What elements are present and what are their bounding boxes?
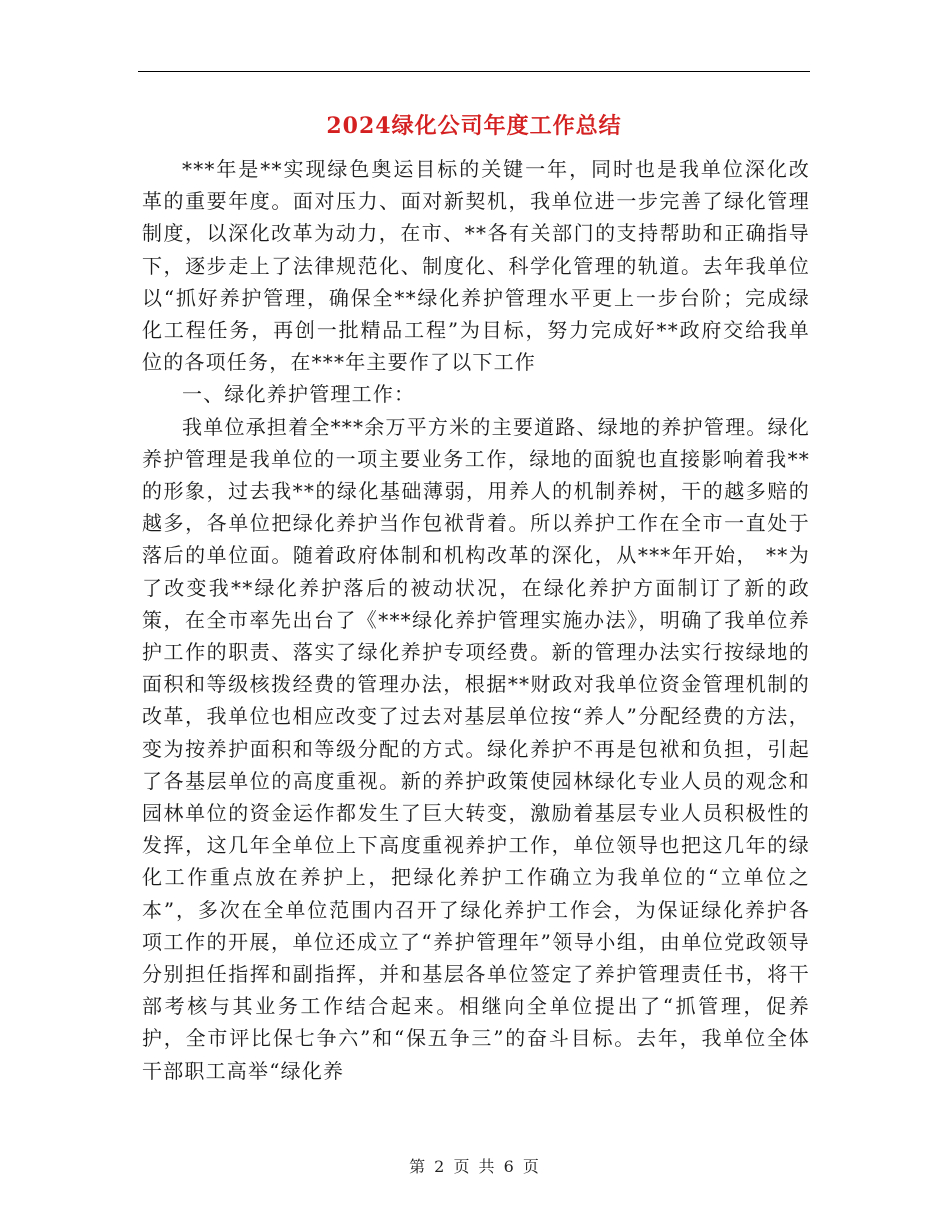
paragraph-intro: ***年是**实现绿色奥运目标的关键一年，同时也是我单位深化改革的重要年度。面对压力、面对新契机，我单位进一步完善了绿化管理制度，以深化改革为动力，在市、**各有关部门的支持帮助和正确指导下，逐步走上了法律规范化、制度化、科学化管理的轨道。去年我单位以“抓好养护管理，确保全**绿化养护管理水平更上一步台阶；完成绿化工程任务，再创一批精品工程”为目标，努力完成好**政府交给我单位的各项任务，在***年主要作了以下工作 xyxy=(142,157,810,375)
paragraph-maintenance: 我单位承担着全***余万平方米的主要道路、绿地的养护管理。绿化养护管理是我单位的一项主要业务工作，绿地的面貌也直接影响着我**的形象，过去我**的绿化基础薄弱，用养人的机制养树，干的越多赔的越多，各单位把绿化养护当作包袱背着。所以养护工作在全市一直处于落后的单位面。随着政府体制和机构改革的深化，从***年开始， **为了改变我**绿化养护落后的被动状况，在绿化养护方面制订了新的政策，在全市率先出台了《***绿化养护管理实施办法》，明确了我单位养护工作的职责、落实了绿化养护专项经费。新的管理办法实行按绿地的面积和等级核拨经费的管理办法，根据**财政对我单位资金管理机制的改革，我单位也相应改变了过去对基层单位按“养人”分配经费的方法，变为按养护面积和等级分配的方式。绿化养护不再是包袱和负担，引起了各基层单位的高度重视。新的养护政策使园林绿化专业人员的观念和园林单位的资金运作都发生了巨大转变，激励着基层专业人员积极性的发挥，这几年全单位上下高度重视养护工作，单位领导也把这几年的绿化工作重点放在养护上，把绿化养护工作确立为我单位的“立单位之本”，多次在全单位范围内召开了绿化养护工作会，为保证绿化养护各项工作的开展，单位还成立了“养护管理年”领导小组，由单位党政领导分别担任指挥和副指挥，并和基层各单位签定了养护管理责任书，将干部考核与其业务工作结合起来。相继向全单位提出了“抓管理，促养护，全市评比保七争六”和“保五争三”的奋斗目标。去年，我单位全体干部职工高举“绿化养 xyxy=(142,414,810,1083)
document-body xyxy=(142,153,810,1087)
header-rule xyxy=(138,71,810,72)
document-title: 2024绿化公司年度工作总结 xyxy=(326,113,622,139)
section-heading-1: 一、绿化养护管理工作： xyxy=(182,382,416,407)
page-number: 第 2 页 共 6 页 xyxy=(409,1157,541,1176)
